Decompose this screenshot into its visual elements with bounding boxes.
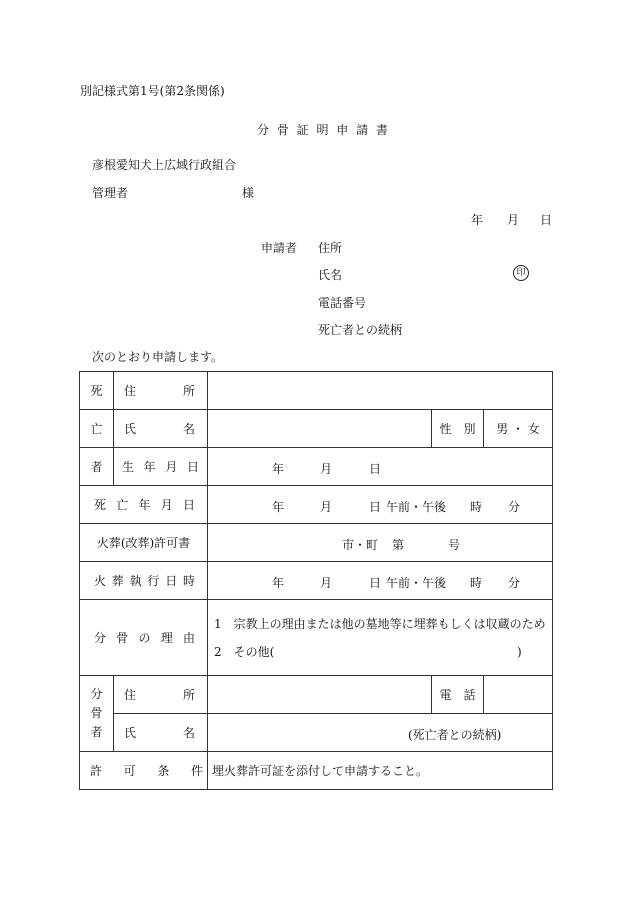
- applicant-name: 氏名: [318, 268, 343, 282]
- addressee-honorific: 様: [242, 186, 255, 200]
- page-title: 分 骨 証 明 申 請 書: [257, 123, 390, 137]
- receiver-phone-label: 電 話: [432, 676, 484, 714]
- addressee-org: 彦根愛知犬上広域行政組合: [92, 158, 237, 172]
- receiver-phone-field[interactable]: [484, 676, 553, 714]
- deceased-name-field[interactable]: [208, 410, 432, 448]
- applicant-address: 住所: [318, 241, 343, 255]
- death-date-field[interactable]: 年 月 日 午前・午後 時 分: [208, 486, 553, 524]
- intro-text: 次のとおり申請します。: [92, 350, 224, 364]
- reason-label: 分 骨 の 理 由: [80, 600, 208, 676]
- sex-value[interactable]: 男 ・ 女: [484, 410, 553, 448]
- applicant-relation: 死亡者との続柄: [318, 323, 403, 337]
- deceased-name-label: 氏 名: [114, 410, 208, 448]
- permit-label: 火葬(改葬)許可書: [80, 524, 208, 562]
- cremation-field[interactable]: 年 月 日 午前・午後 時 分: [208, 562, 553, 600]
- permit-field[interactable]: 市・町 第 号: [208, 524, 553, 562]
- receiver-address-label: 住 所: [114, 676, 208, 714]
- form-number: 別記様式第1号(第2条関係): [80, 84, 225, 98]
- birth-field[interactable]: 年 月 日: [208, 448, 553, 486]
- deceased-char-1: 死: [80, 372, 114, 410]
- date-year: 年: [471, 213, 484, 227]
- deceased-address-label: 住 所: [114, 372, 208, 410]
- death-date-label: 死 亡 年 月 日: [80, 486, 208, 524]
- addressee-role: 管理者: [92, 186, 129, 200]
- receiver-group-label: 分 骨 者: [80, 676, 114, 752]
- deceased-char-2: 亡: [80, 410, 114, 448]
- reason-option-1[interactable]: 1 宗教上の理由または他の墓地等に埋葬もしくは収蔵のため: [214, 616, 546, 631]
- seal-mark: 印: [513, 264, 529, 281]
- applicant-label: 申請者: [261, 241, 298, 255]
- sex-label: 性 別: [432, 410, 484, 448]
- deceased-char-3: 者: [80, 448, 114, 486]
- reason-option-2[interactable]: 2 その他( ): [214, 644, 522, 659]
- reason-field[interactable]: [208, 600, 553, 676]
- applicant-phone: 電話番号: [318, 296, 367, 310]
- birth-label: 生 年 月 日: [114, 448, 208, 486]
- receiver-name-field[interactable]: (死亡者との続柄): [208, 714, 553, 752]
- receiver-name-label: 氏 名: [114, 714, 208, 752]
- deceased-address-field[interactable]: [208, 372, 553, 410]
- date-day: 日: [540, 213, 553, 227]
- application-table: [79, 371, 553, 790]
- date-month: 月: [507, 213, 520, 227]
- conditions-value: 埋火葬許可証を添付して申請すること。: [208, 752, 553, 790]
- receiver-address-field[interactable]: [208, 676, 432, 714]
- conditions-label: 許 可 条 件: [80, 752, 208, 790]
- cremation-label: 火 葬 執 行 日 時: [80, 562, 208, 600]
